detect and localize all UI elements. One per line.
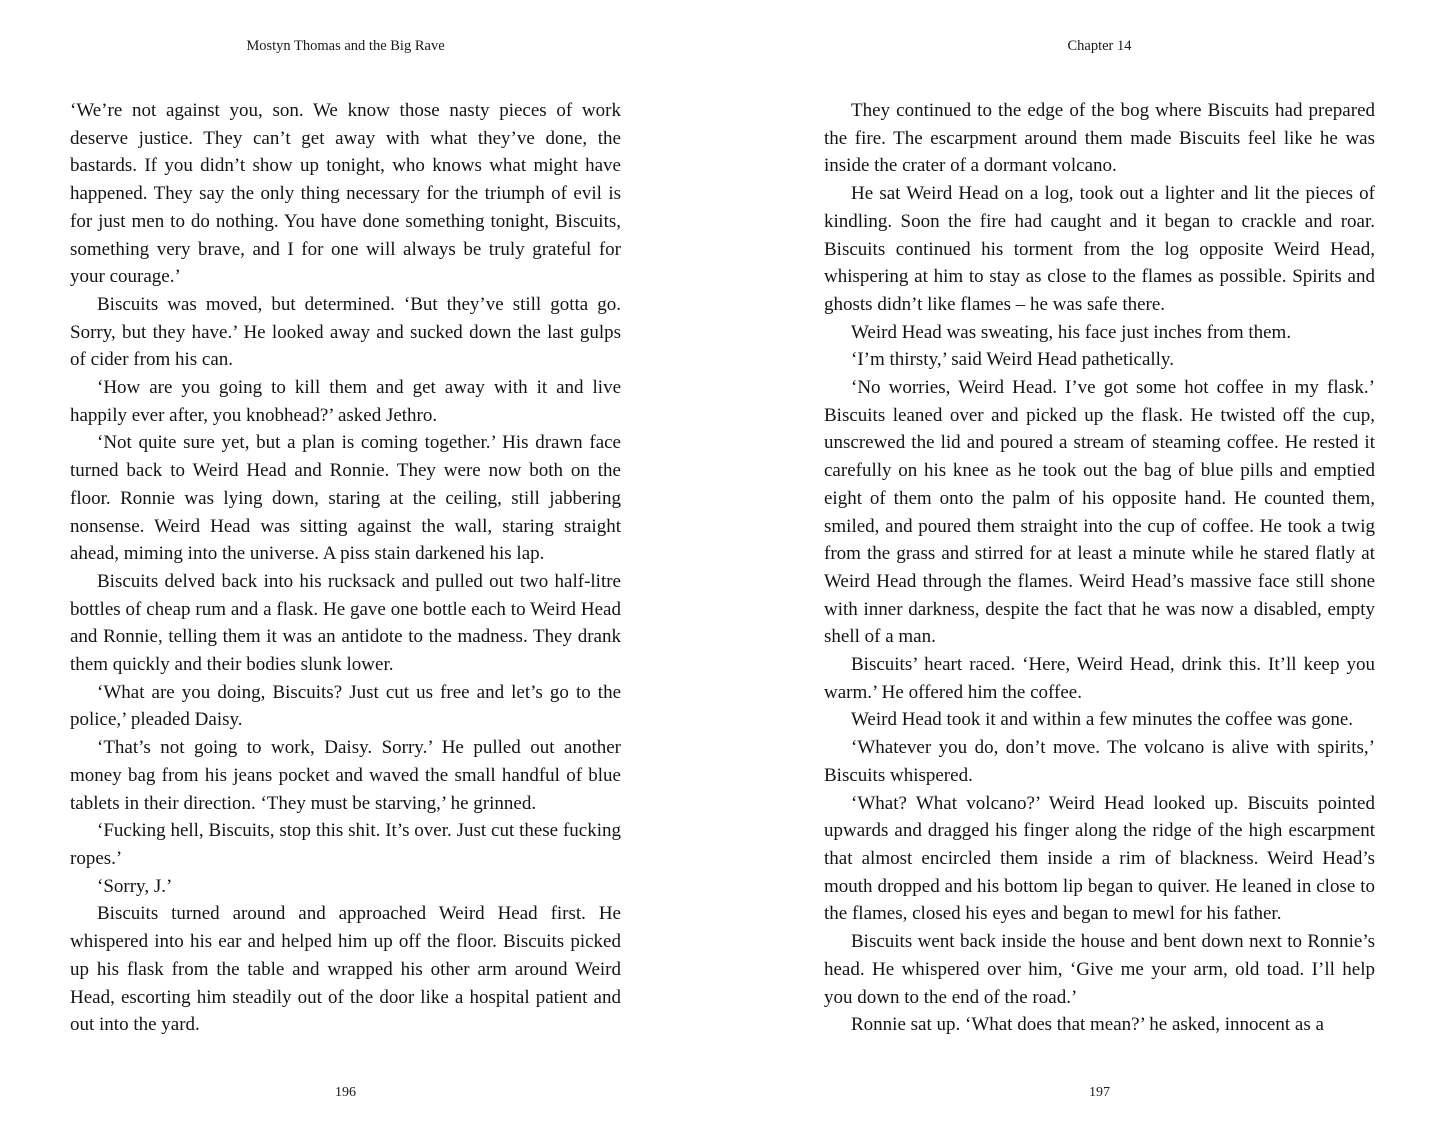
paragraph: ‘What? What volcano?’ Weird Head looked up. Biscuits pointed upwards and dragged his finger along the ridge of the high escarpment that almost encircled them inside a rim of blackness. Weird Head’s mouth dropped and his bottom lip began to quiver. He leaned in close to the flames, closed his eyes and began to mewl for his father. bbox=[824, 792, 1375, 925]
paragraph: Biscuits went back inside the house and bent down next to Ronnie’s head. He whispered over him, ‘Give me your arm, old toad. I’ll help you down to the end of the road.’ bbox=[824, 931, 1375, 1008]
body-text bbox=[824, 97, 1375, 1039]
left-page bbox=[70, 0, 621, 1131]
paragraph: ‘We’re not against you, son. We know those nasty pieces of work deserve justice. They can’t get away with what they’ve done, the bastards. If you didn’t show up tonight, who knows what might have happened. They say the only thing necessary for the triumph of evil is for just men to do nothing. You have done something tonight, Biscuits, something very brave, and I for one will always be truly grateful for your courage.’ bbox=[70, 100, 621, 288]
paragraph: ‘Not quite sure yet, but a plan is coming together.’ His drawn face turned back to Weird Head and Ronnie. They were now both on the floor. Ronnie was lying down, staring at the ceiling, still jabbering nonsense. Weird Head was sitting against the wall, staring straight ahead, miming into the universe. A piss stain darkened his lap. bbox=[70, 432, 621, 565]
body-text bbox=[70, 97, 621, 1039]
paragraph: Biscuits’ heart raced. ‘Here, Weird Head, drink this. It’ll keep you warm.’ He offered him the coffee. bbox=[824, 654, 1375, 703]
page-number: 197 bbox=[1089, 1085, 1110, 1100]
paragraph: ‘Fucking hell, Biscuits, stop this shit. It’s over. Just cut these fucking ropes.’ bbox=[70, 820, 621, 869]
paragraph: ‘I’m thirsty,’ said Weird Head pathetically. bbox=[851, 349, 1174, 371]
paragraph: Biscuits was moved, but determined. ‘But they’ve still gotta go. Sorry, but they have.’ He looked away and sucked down the last gulps of cider from his can. bbox=[70, 293, 621, 371]
paragraph: Weird Head was sweating, his face just inches from them. bbox=[851, 321, 1292, 343]
paragraph: ‘That’s not going to work, Daisy. Sorry.’ He pulled out another money bag from his jeans pocket and waved the small handful of blue tablets in their direction. ‘They must be starving,’ he grinned. bbox=[70, 737, 621, 814]
right-page bbox=[824, 0, 1375, 1131]
paragraph: Ronnie sat up. ‘What does that mean?’ he asked, innocent as a bbox=[851, 1014, 1324, 1036]
running-head: Mostyn Thomas and the Big Rave bbox=[246, 38, 445, 54]
paragraph: They continued to the edge of the bog where Biscuits had prepared the fire. The escarpment around them made Biscuits feel like he was inside the crater of a dormant volcano. bbox=[824, 100, 1375, 177]
paragraph: Biscuits turned around and approached Weird Head first. He whispered into his ear and helped him up off the floor. Biscuits picked up his flask from the table and wrapped his other arm around Weird Head, escorting him steadily out of the door like a hospital patient and out into the yard. bbox=[70, 903, 621, 1036]
paragraph: ‘No worries, Weird Head. I’ve got some hot coffee in my flask.’ Biscuits leaned over and picked up the flask. He twisted off the cup, unscrewed the lid and poured a stream of steaming coffee. He rested it carefully on his knee as he took out the bag of blue pills and emptied eight of them onto the palm of his opposite hand. He counted them, smiled, and poured them straight into the cup of coffee. He took a twig from the grass and stirred for at least a minute while he stared flatly at Weird Head through the flames. Weird Head’s massive face still shone with inner darkness, despite the fact that he was now a disabled, empty shell of a man. bbox=[824, 377, 1375, 648]
running-head: Chapter 14 bbox=[1067, 38, 1132, 54]
paragraph: ‘Whatever you do, don’t move. The volcano is alive with spirits,’ Biscuits whispered. bbox=[824, 737, 1375, 786]
paragraph: ‘What are you doing, Biscuits? Just cut us free and let’s go to the police,’ pleaded Daisy. bbox=[70, 681, 621, 731]
paragraph: ‘How are you going to kill them and get away with it and live happily ever after, you knobhead?’ asked Jethro. bbox=[70, 377, 621, 426]
paragraph: Biscuits delved back into his rucksack and pulled out two half-litre bottles of cheap rum and a flask. He gave one bottle each to Weird Head and Ronnie, telling them it was an antidote to the madness. They drank them quickly and their bodies slunk lower. bbox=[70, 570, 621, 676]
paragraph: ‘Sorry, J.’ bbox=[97, 875, 173, 897]
paragraph: Weird Head took it and within a few minutes the coffee was gone. bbox=[851, 709, 1353, 731]
page-number: 196 bbox=[335, 1085, 356, 1100]
paragraph: He sat Weird Head on a log, took out a lighter and lit the pieces of kindling. Soon the fire had caught and it began to crackle and roar. Biscuits continued his torment from the log opposite Weird Head, whispering at him to stay as close to the flames as possible. Spirits and ghosts didn’t like flames – he was safe there. bbox=[824, 183, 1375, 315]
